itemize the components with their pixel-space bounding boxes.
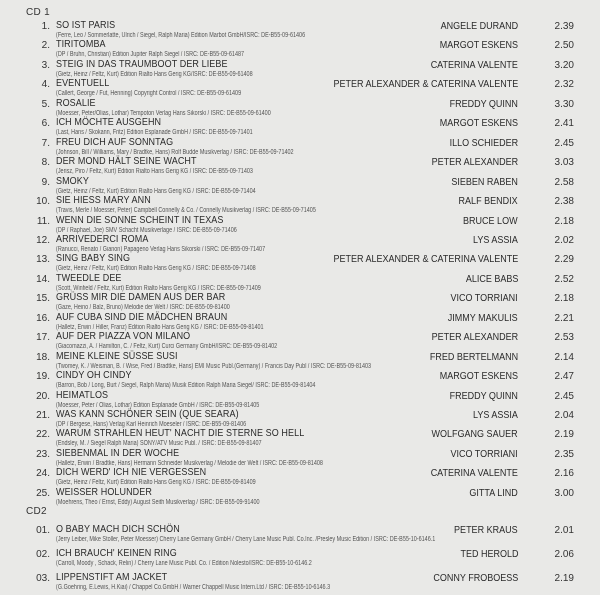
track-duration: 2.06 — [554, 549, 574, 560]
track-duration: 2.01 — [554, 525, 574, 536]
track-title: WEISSER HOLUNDER — [56, 486, 152, 498]
track-number: 22. — [36, 429, 50, 441]
track-row — [0, 487, 600, 510]
track-number: 17. — [36, 332, 50, 344]
track-artist: ILLO SCHIEDER — [449, 137, 518, 149]
track-credits: (Last, Hans / Skokann, Fritz) Edition Esplanade GmbH / ISRC: DE-B55-09-71401 — [56, 129, 253, 137]
track-number: 8. — [41, 157, 50, 169]
track-number: 19. — [36, 371, 50, 383]
track-credits: (Jerry Leiber, Mike Stoller, Peter Moesser) Cherry Lane Germany GmbH / Cherry Lane Music Publ. Co.Inc. /Presley Music Edition / ISRC: DE-B55-10-6146.1 — [56, 536, 436, 543]
track-title: SMOKY — [56, 175, 89, 187]
track-credits: (Gietz, Heinz / Feltz, Kurt) Edition Rialto Hans Gerig KG / ISRC: DE-B55-09-81409 — [56, 479, 256, 487]
track-artist: FRED BERTELMANN — [429, 351, 518, 363]
track-credits: (Jerisz, Piro / Feltz, Kurt) Edition Rialto Hans Gerig KG / ISRC: DE-B55-09-71403 — [56, 168, 253, 176]
track-title: ICH MÖCHTE AUSGEHN — [56, 117, 162, 129]
track-number: 9. — [41, 176, 50, 188]
track-number: 21. — [36, 410, 50, 421]
cd2-label: CD2 — [26, 506, 47, 517]
track-credits: (Gaze, Heino / Balz, Bruno) Melodie der Welt / ISRC: DE-B55-09-81400 — [56, 304, 230, 312]
track-number: 5. — [41, 98, 50, 110]
track-duration: 2.02 — [554, 234, 574, 246]
track-duration: 2.45 — [554, 137, 574, 149]
track-artist: LYS ASSIA — [473, 234, 518, 246]
track-artist: FREDDY QUINN — [449, 390, 518, 402]
track-number: 7. — [41, 137, 50, 149]
track-artist: MARGOT ESKENS — [439, 371, 518, 383]
track-credits: (Twomey, K. / Weisman, B. / Wise, Fred / Bradtke, Hans) EMI Music Publ.(Germany) / Francis Day Publ / ISRC: DE-B55-09-81403 — [56, 362, 372, 370]
track-credits: (Moesser, Peter/Olias, Lothar) Tempoton Verlag Hans Sikorski / ISRC: DE-B55-09-61400 — [56, 109, 271, 117]
track-number: 3. — [41, 59, 50, 71]
track-title: AUF DER PIAZZA VON MILANO — [56, 331, 191, 343]
track-title: DER MOND HÄLT SEINE WACHT — [56, 156, 197, 168]
track-duration: 2.38 — [554, 196, 574, 208]
track-title: ROSALIE — [56, 97, 96, 109]
track-credits: (Scott, Winfield / Feltz, Kurt) Edition Rialto Hans Gerig KG / ISRC: DE-B55-09-71409 — [56, 284, 261, 292]
track-duration: 3.20 — [554, 59, 574, 71]
track-number: 24. — [36, 468, 50, 480]
track-row — [0, 548, 600, 571]
track-credits: (Gietz, Heinz / Feltz, Kurt) Edition Rialto Hans Gerig KG / ISRC: DE-B55-09-71408 — [56, 265, 256, 273]
track-number: 16. — [36, 312, 50, 324]
track-number: 10. — [36, 196, 50, 208]
track-number: 03. — [36, 573, 50, 584]
track-duration: 2.32 — [554, 79, 574, 91]
track-artist: VICO TORRIANI — [450, 448, 518, 460]
track-credits: (Halletz, Erwin / Hiller, Franz) Edition Rialto Hans Gerig KG / ISRC: DE-B55-09-81401 — [56, 323, 264, 331]
track-credits: (Moesser, Peter / Olias, Lothar) Edition Esplanade GmbH / ISRC: DE-B55-09-81405 — [56, 401, 260, 409]
track-artist: WOLFGANG SAUER — [431, 429, 518, 441]
track-artist: PETER ALEXANDER — [431, 157, 518, 169]
track-artist: MARGOT ESKENS — [439, 118, 518, 130]
track-artist: MARGOT ESKENS — [439, 40, 518, 52]
track-duration: 2.16 — [554, 468, 574, 480]
track-number: 01. — [36, 525, 50, 536]
track-title: MEINE KLEINE SÜSSE SUSI — [56, 350, 178, 362]
track-title: SO IST PARIS — [56, 20, 116, 31]
track-title: AUF CUBA SIND DIE MÄDCHEN BRAUN — [56, 311, 228, 323]
track-number: 1. — [41, 21, 50, 32]
track-credits: (Carroll, Moody , Schack, Relin) / Cherry Lane Music Publ. Co. / Edition Nolesto/ISRC: DE-B55-10-6146.2 — [56, 560, 312, 567]
track-credits: (Gietz, Heinz / Feltz, Kurt) Edition Rialto Hans Gerig KG / ISRC: DE-B55-09-71404 — [56, 187, 256, 195]
track-credits: (Travis, Merle / Moesser, Peter) Campbell Connelly & Co. / Connelly Musikverlag / ISRC: DE-B55-09-71405 — [56, 207, 316, 215]
track-duration: 2.50 — [554, 40, 574, 52]
track-number: 02. — [36, 549, 50, 560]
track-artist: FREDDY QUINN — [449, 98, 518, 110]
track-artist: ANGELE DURAND — [440, 21, 518, 32]
track-credits: (Gietz, Heinz / Feltz, Kurt) Edition Rialto Hans Gerig KG/ISRC: DE-B55-09-61408 — [56, 70, 253, 78]
track-row — [0, 524, 600, 547]
track-artist: RALF BENDIX — [458, 196, 518, 208]
track-credits: (DP / Bruhn, Christian) Edition Jupiter Ralph Siegel / ISRC: DE-B55-09-61487 — [56, 51, 245, 59]
track-title: SIEBENMAL IN DER WOCHE — [56, 447, 180, 459]
track-credits: (Ferre, Leo / Sommerlatte, Ulrich / Siegel, Ralph Maria) Edition Marbot GmbH/ISRC: DE-B55-09-61406 — [56, 32, 306, 39]
track-duration: 2.58 — [554, 176, 574, 188]
track-artist: VICO TORRIANI — [450, 293, 518, 305]
track-title: SIE HIESS MARY ANN — [56, 195, 151, 207]
track-title: HEIMATLOS — [56, 389, 109, 401]
track-number: 14. — [36, 273, 50, 285]
track-title: FREU DICH AUF SONNTAG — [56, 136, 174, 148]
track-number: 6. — [41, 118, 50, 130]
track-title: WAS KANN SCHÖNER SEIN (QUE SEARA) — [56, 409, 239, 420]
track-credits: (Moehrens, Theo / Ernst, Eddy) August Seith Musikverlag / ISRC: DE-B55-09-91400 — [56, 498, 260, 506]
track-artist: TED HEROLD — [459, 549, 518, 560]
track-duration: 2.18 — [554, 215, 574, 227]
track-duration: 2.47 — [554, 371, 574, 383]
track-title: ICH BRAUCH' KEINEN RING — [56, 548, 177, 559]
track-duration: 2.45 — [554, 390, 574, 402]
track-number: 23. — [36, 448, 50, 460]
track-duration: 2.19 — [554, 573, 574, 584]
track-title: LIPPENSTIFT AM JACKET — [56, 572, 168, 583]
track-title: O BABY MACH DICH SCHÖN — [56, 524, 180, 535]
cd1-label: CD 1 — [26, 7, 50, 18]
track-duration: 2.04 — [554, 410, 574, 421]
track-credits: (Giacomazzi, A. / Hamilton, C. / Feltz, Kurt) Curci Germany GmbH/ISRC: DE-B55-09-81402 — [56, 343, 278, 351]
track-duration: 2.41 — [554, 118, 574, 130]
track-duration: 3.00 — [554, 487, 574, 499]
track-artist: PETER ALEXANDER — [431, 332, 518, 344]
track-credits: (DP / Bergese, Hans) Verlag Karl Heinrich Moeseler / ISRC: DE-B55-09-81406 — [56, 421, 247, 428]
track-title: SING BABY SING — [56, 253, 131, 265]
track-duration: 2.53 — [554, 332, 574, 344]
track-title: TIRITOMBA — [56, 39, 106, 51]
track-artist: LYS ASSIA — [473, 410, 518, 421]
track-artist: GITTA LIND — [469, 487, 518, 499]
track-title: EVENTUELL — [56, 78, 110, 90]
track-credits: (G.Goehring, E.Lewis, H.Kiai) / Chappel Co.GmbH / Warner Chappell Music Intern.Ltd / ISRC: DE-B55-10-6146.3 — [56, 584, 331, 591]
track-duration: 2.21 — [554, 312, 574, 324]
track-artist: BRUCE LOW — [463, 215, 518, 227]
track-credits: (Endsley, M. / Siegel Ralph Maria) SONY/ATV Music Publ. / ISRC: DE-B55-09-81407 — [56, 440, 262, 448]
track-duration: 2.35 — [554, 448, 574, 460]
track-credits: (Callert, George / Fut, Henning) Copyright Control / ISRC: DE-B55-09-61409 — [56, 90, 242, 98]
track-title: CINDY OH CINDY — [56, 370, 132, 382]
track-title: WARUM STRAHLEN HEUT' NACHT DIE STERNE SO HELL — [56, 428, 305, 440]
track-duration: 3.30 — [554, 98, 574, 110]
track-credits: (Ranucci, Renato / Gianon) Papageno Verlag Hans Sikorski / ISRC: DE-B55-09-71407 — [56, 245, 266, 253]
track-number: 13. — [36, 254, 50, 266]
track-artist: CATERINA VALENTE — [430, 468, 518, 480]
track-duration: 3.03 — [554, 157, 574, 169]
track-credits: (Barron, Bob / Long, Burt / Siegel, Ralph Maria) Musik Edition Ralph Maria Siegel/ ISRC: DE-B55-09-81404 — [56, 382, 316, 390]
track-title: DICH WERD' ICH NIE VERGESSEN — [56, 467, 207, 479]
track-number: 20. — [36, 390, 50, 402]
track-duration: 2.19 — [554, 429, 574, 441]
track-number: 25. — [36, 487, 50, 499]
track-number: 15. — [36, 293, 50, 305]
track-duration: 2.14 — [554, 351, 574, 363]
track-number: 4. — [41, 79, 50, 91]
track-duration: 2.39 — [554, 21, 574, 32]
track-artist: PETER ALEXANDER & CATERINA VALENTE — [333, 254, 518, 266]
track-credits: (Johnson, Bill / Williams, Mary / Bradtke, Hans) Rolf Budde Musikverlag / ISRC: DE-B55-09-71402 — [56, 148, 294, 156]
track-credits: (Halletz, Erwin / Bradtke, Hans) Hermann Schneider Musikverlag / Melodie der Welt / ISRC: DE-B55-09-81408 — [56, 459, 323, 467]
track-artist: CONNY FROBOESS — [433, 573, 518, 584]
track-title: ARRIVEDERCI ROMA — [56, 233, 149, 245]
track-title: GRÜSS MIR DIE DAMEN AUS DER BAR — [56, 292, 226, 304]
track-row — [0, 572, 600, 595]
track-number: 12. — [36, 234, 50, 246]
track-artist: PETER ALEXANDER & CATERINA VALENTE — [333, 79, 518, 91]
track-artist: ALICE BABS — [465, 273, 518, 285]
track-artist: PETER KRAUS — [454, 525, 518, 536]
track-title: WENN DIE SONNE SCHEINT IN TEXAS — [56, 214, 224, 226]
track-title: TWEEDLE DEE — [56, 272, 122, 284]
track-duration: 2.52 — [554, 273, 574, 285]
track-credits: (DP / Raphael, Joe) SMV Schacht Musikverlage / ISRC: DE-B55-09-71406 — [56, 226, 237, 234]
track-number: 2. — [41, 40, 50, 52]
track-title: STEIG IN DAS TRAUMBOOT DER LIEBE — [56, 58, 228, 70]
track-artist: JIMMY MAKULIS — [448, 312, 518, 324]
track-artist: CATERINA VALENTE — [430, 59, 518, 71]
track-duration: 2.29 — [554, 254, 574, 266]
track-number: 18. — [36, 351, 50, 363]
track-duration: 2.18 — [554, 293, 574, 305]
track-number: 11. — [36, 215, 50, 227]
track-artist: SIEBEN RABEN — [451, 176, 518, 188]
